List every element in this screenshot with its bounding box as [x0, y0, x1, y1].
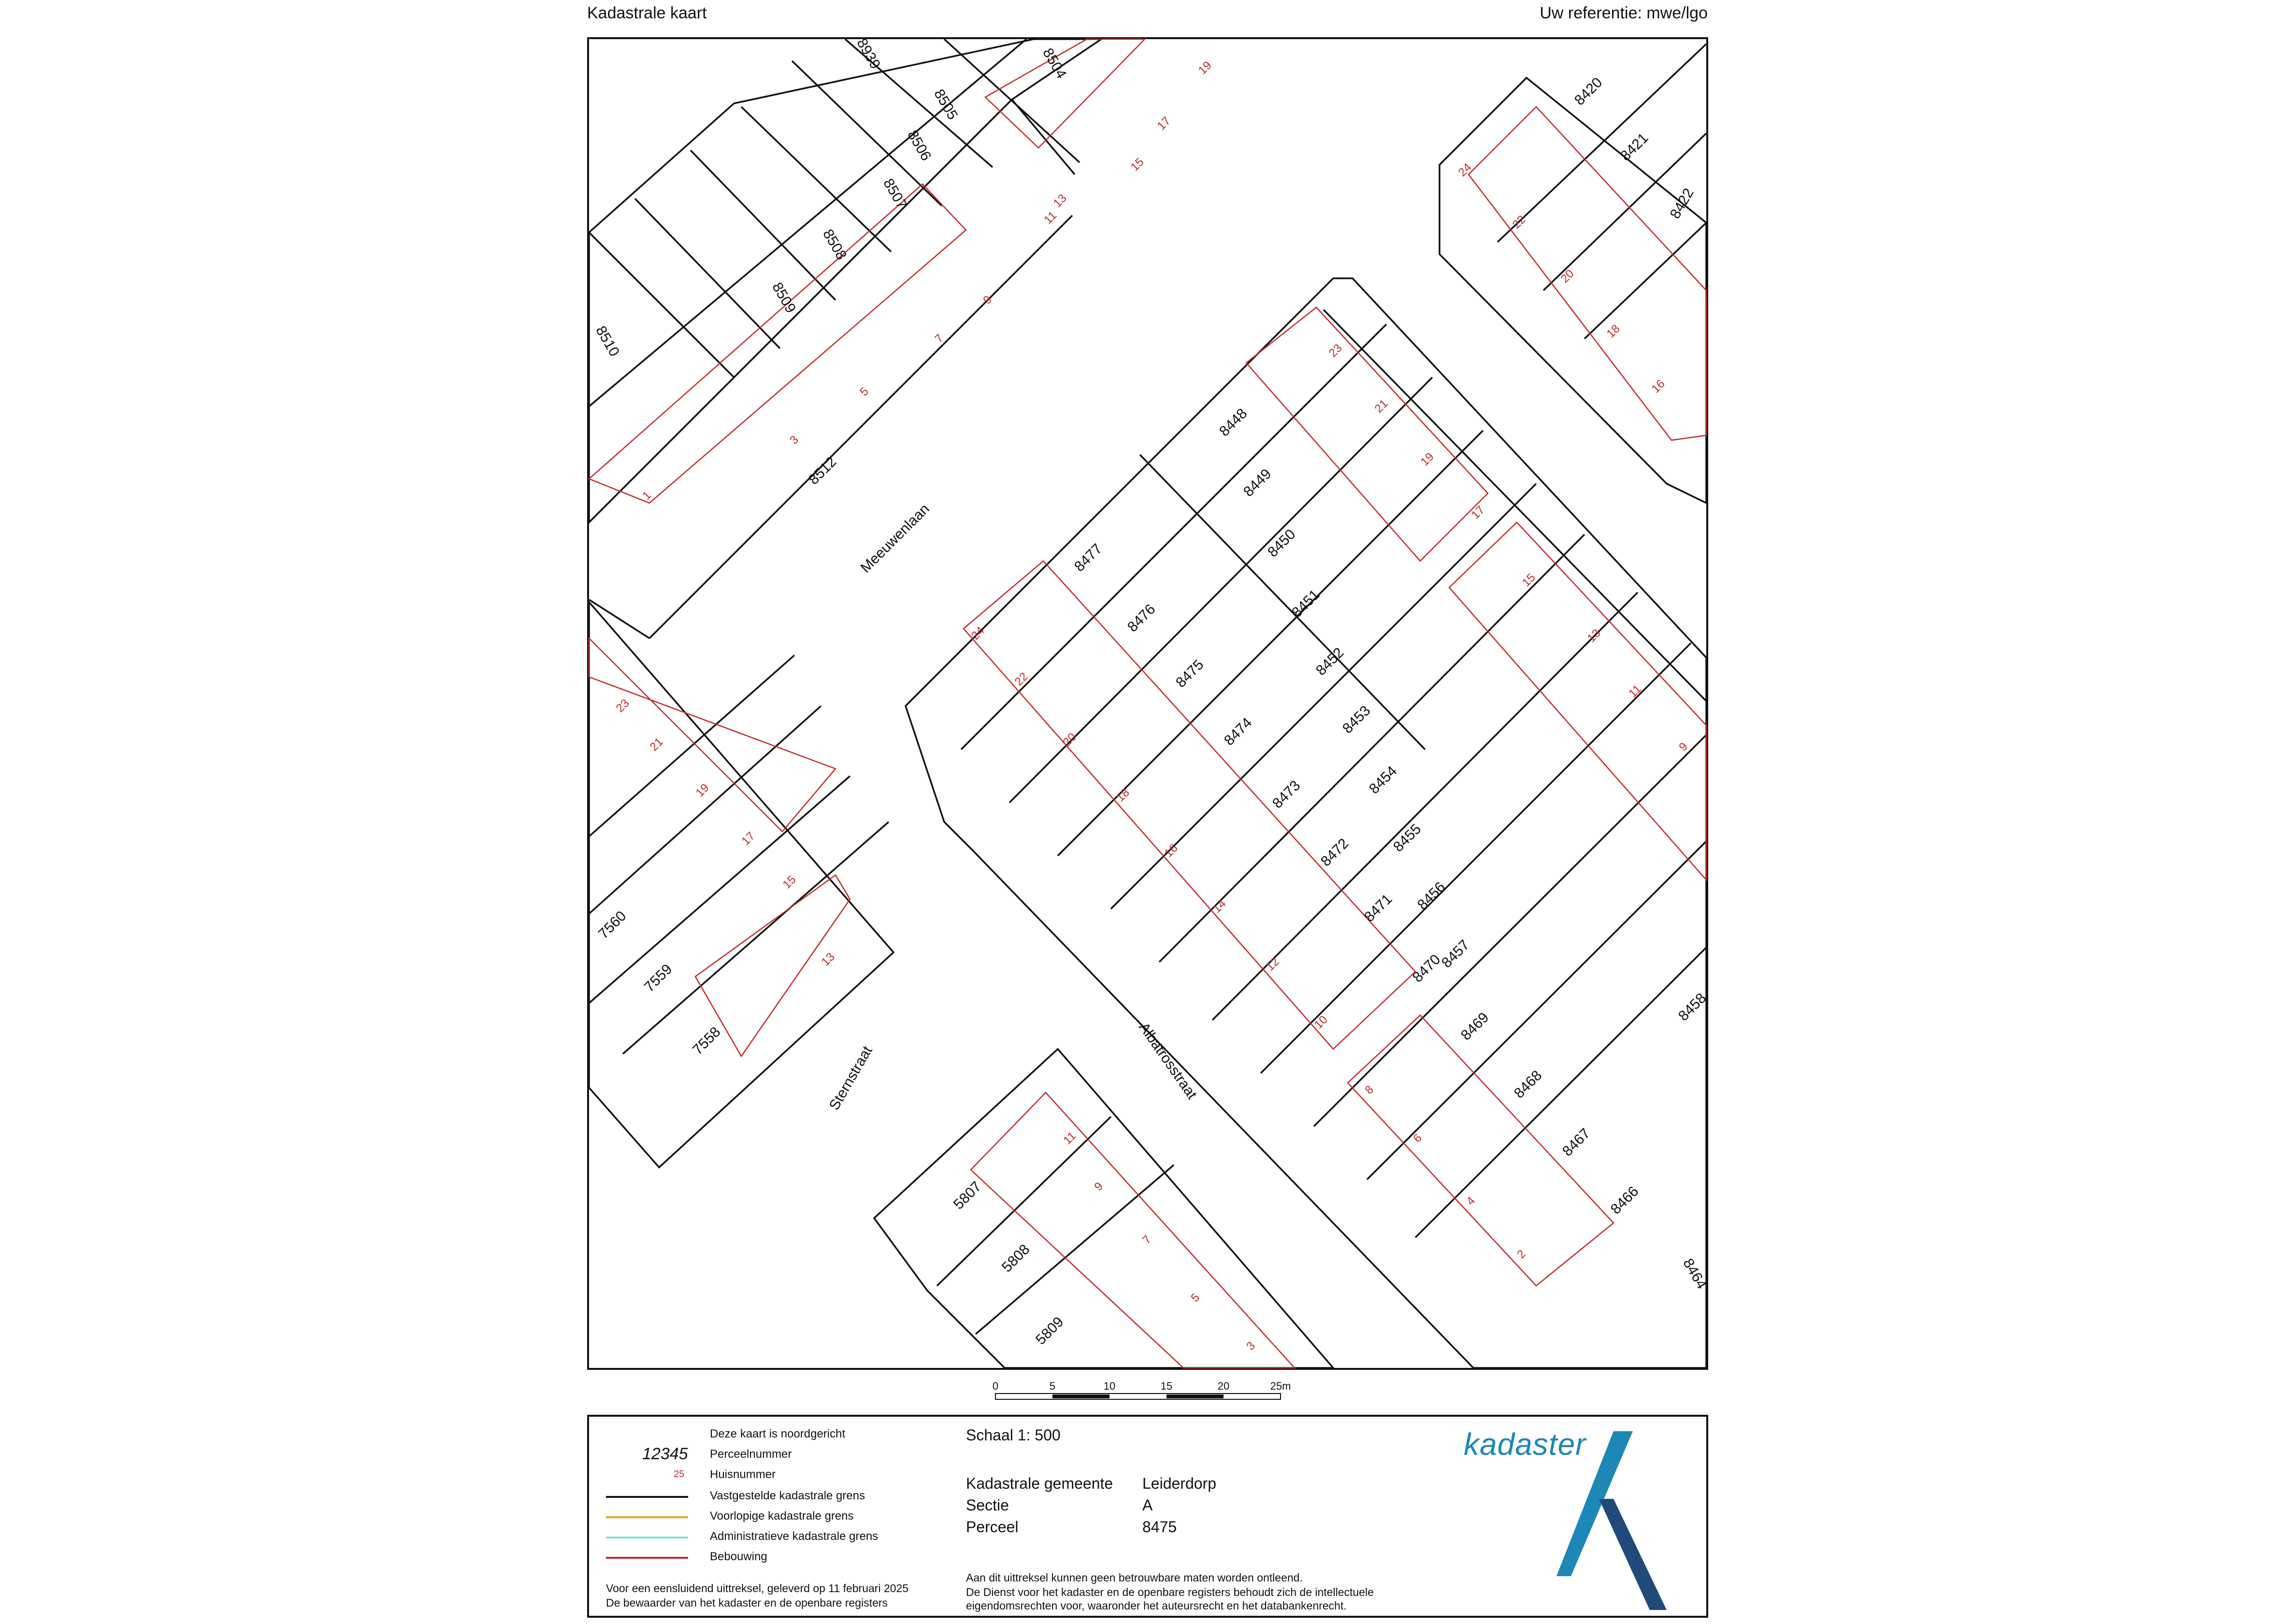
parcel-number-label: 8506	[904, 128, 935, 164]
parcel-number-label: Perceelnummer	[710, 1448, 792, 1461]
parcel-divider	[1367, 841, 1706, 1179]
parcel-block-right-top	[1440, 78, 1706, 503]
north-note: Deze kaart is noordgericht	[710, 1427, 846, 1440]
parcel-number-label: 8476	[1124, 601, 1159, 635]
house-number-label: 20	[1558, 267, 1577, 286]
house-number-label: 17	[739, 829, 758, 848]
legend-line-administrative	[606, 1537, 688, 1538]
scale-bar	[986, 1377, 1314, 1406]
house-number-label: 11	[1041, 209, 1060, 227]
road-edge-meeuwenlaan-west	[589, 600, 649, 638]
parcel-number-label: 8449	[1240, 466, 1275, 500]
parcel-number-label: 8504	[1039, 45, 1070, 82]
parcel-number-label: 8939	[853, 36, 884, 72]
house-number-label: 23	[1326, 341, 1345, 360]
scale-tick-label: 25m	[1270, 1380, 1291, 1392]
municipality-label: Kadastrale gemeente	[966, 1475, 1113, 1492]
parcel-number-label: 8510	[592, 323, 623, 359]
parcel-rear-line	[589, 39, 1026, 406]
parcel-number-label: 8451	[1289, 587, 1323, 621]
parcel-number-label: 5807	[951, 1178, 985, 1213]
parcel-boundaries	[589, 39, 1706, 1368]
footer-line-1: Voor een eensluidend uittreksel, geleverd op 11 februari 2025	[606, 1582, 909, 1595]
house-number-label: 9	[1092, 1179, 1106, 1193]
house-number-label: 19	[693, 781, 712, 800]
section-value: A	[1142, 1496, 1153, 1514]
parcel-number-label: 8467	[1559, 1125, 1594, 1160]
house-number-label: 4	[1464, 1194, 1478, 1208]
house-number-label: 6	[1411, 1131, 1425, 1145]
parcel-number-label: 8469	[1458, 1009, 1492, 1044]
parcel-divider	[1415, 948, 1706, 1237]
disclaimer-3: eigendomsrechten voor, waaronder het auteursrecht en het databankenrecht.	[966, 1599, 1347, 1612]
map-title: Kadastrale kaart	[587, 4, 707, 22]
house-number-label: 24	[968, 624, 987, 643]
legend-label-provisional: Voorlopige kadastrale grens	[710, 1509, 854, 1523]
house-number-label: 19	[1418, 450, 1437, 469]
parcel-divider	[1159, 534, 1584, 962]
building-row-albatros-north	[1246, 307, 1488, 561]
house-number-label: 2	[1514, 1247, 1528, 1261]
parcel-number-label: 8464	[1680, 1256, 1710, 1292]
house-number-label: 8	[1362, 1083, 1376, 1097]
parcel-number-label: 8473	[1269, 777, 1304, 812]
parcel-divider	[961, 324, 1386, 749]
parcel-number-label: 8505	[931, 86, 961, 123]
house-number-label: 23	[613, 696, 632, 715]
house-number-label: 9	[980, 293, 994, 307]
house-number-label: 20	[1060, 730, 1079, 749]
house-number-label: 15	[1519, 571, 1538, 589]
parcel-number-label: 8472	[1318, 835, 1352, 870]
house-number-label: 18	[1113, 786, 1132, 805]
parcel-block-center	[906, 278, 1706, 1368]
parcel-number-label: 8422	[1667, 186, 1697, 222]
parcel-number-label: 8420	[1571, 74, 1606, 109]
legend-label-fixed: Vastgestelde kadastrale grens	[710, 1489, 865, 1502]
house-number-label: 14	[1210, 897, 1229, 916]
house-number-label: 5	[857, 385, 871, 399]
parcel-number-label: 7560	[595, 908, 630, 942]
kadaster-logo-text: kadaster	[1464, 1427, 1586, 1462]
cadastral-map[interactable]	[587, 37, 1708, 1370]
house-number-label: 22	[1510, 213, 1528, 231]
parcel-divider	[1111, 484, 1536, 909]
scale-tick-label: 15	[1160, 1380, 1173, 1392]
section-label: Sectie	[966, 1496, 1009, 1514]
house-number-label: 17	[1469, 503, 1487, 522]
parcel-number-label: 8453	[1339, 703, 1374, 737]
house-number-label: 1	[640, 489, 654, 503]
house-number-label: 24	[1455, 160, 1474, 179]
parcel-number-label: 5809	[1033, 1314, 1067, 1348]
building-row-albatros-east	[1449, 522, 1706, 880]
disclaimer-2: De Dienst voor het kadaster en de openbare registers behoudt zich de intellectuele	[966, 1586, 1374, 1598]
house-number-label: 19	[1195, 58, 1214, 77]
parcel-number-label: 8452	[1313, 645, 1347, 679]
house-number-label: 7	[1140, 1233, 1154, 1247]
house-number-label: 13	[819, 950, 837, 969]
parcel-number-label: 8512	[806, 454, 840, 488]
parcel-number-label: 8468	[1511, 1067, 1545, 1102]
map-labels	[592, 36, 1710, 1353]
house-number-label: 3	[1244, 1339, 1258, 1353]
parcel-divider	[589, 655, 794, 836]
parcel-number-label: 8470	[1410, 951, 1444, 986]
scale-tick-label: 0	[992, 1380, 999, 1392]
legend-line-provisional	[606, 1516, 688, 1518]
road-edge-meeuwenlaan-north	[1012, 100, 1075, 174]
building-row-meeuwenlaan	[589, 184, 966, 503]
map-canvas	[589, 36, 1710, 1368]
parcel-number-label: 7559	[641, 961, 676, 995]
scale-tick-label: 10	[1103, 1380, 1116, 1392]
parcel-number-label: 8456	[1414, 879, 1449, 913]
legend-label-building: Bebouwing	[710, 1550, 767, 1563]
house-number-label: 18	[1604, 322, 1623, 341]
parcel-divider	[1311, 735, 1706, 1126]
house-number-label: 21	[647, 735, 666, 754]
legend-panel	[587, 1415, 1708, 1618]
parcel-number-label: 8450	[1265, 526, 1299, 560]
parcel-divider	[741, 107, 891, 252]
house-number-label: 22	[1012, 670, 1031, 689]
parcel-number-label: 8475	[1173, 657, 1207, 691]
street-label-albatrosstraat: Albatrosstraat	[1136, 1020, 1200, 1102]
building-outlines	[589, 39, 1706, 1368]
house-number-label: 15	[780, 873, 799, 891]
parcel-number-label: 8508	[820, 227, 850, 263]
kadaster-logo-icon	[1546, 1431, 1691, 1615]
parcel-number-label: 8466	[1608, 1183, 1642, 1218]
parcel-number-label: 8448	[1216, 405, 1251, 440]
house-number-label: 13	[1051, 191, 1069, 210]
parcel-number-label: 8509	[769, 280, 799, 316]
scale-tick-label: 20	[1217, 1380, 1230, 1392]
legend-label-administrative: Administratieve kadastrale grens	[710, 1530, 879, 1543]
parcel-number-label: 8507	[880, 176, 910, 212]
scale-label: Schaal 1: 500	[966, 1426, 1061, 1444]
legend-line-fixed	[606, 1496, 688, 1498]
scale-tick-label: 5	[1049, 1380, 1056, 1392]
house-number-label: 17	[1154, 114, 1173, 133]
parcel-number-label: 8474	[1221, 715, 1255, 749]
house-number-label: 5	[1188, 1291, 1202, 1305]
house-number-label: 9	[1676, 740, 1690, 754]
parcel-number-sample: 12345	[642, 1445, 688, 1463]
parcel-line-right-top	[1584, 223, 1706, 339]
parcel-label: Perceel	[966, 1518, 1019, 1536]
disclaimer-1: Aan dit uittreksel kunnen geen betrouwbare maten worden ontleend.	[966, 1571, 1303, 1584]
house-number-label: 11	[1626, 682, 1644, 701]
house-number-sample: 25	[674, 1469, 685, 1480]
parcel-number-label: 8457	[1439, 937, 1473, 971]
parcel-block-bottom	[874, 1049, 1333, 1368]
house-number-label: 10	[1311, 1013, 1330, 1032]
house-number-label: 13	[1584, 626, 1603, 645]
legend-line-building	[606, 1557, 688, 1559]
parcel-number-label: 8471	[1361, 891, 1396, 925]
parcel-divider	[976, 1165, 1174, 1334]
house-number-label: 15	[1128, 155, 1147, 174]
parcel-number-label: 8455	[1390, 821, 1425, 855]
parcel-number-label: 7558	[690, 1024, 724, 1058]
municipality-value: Leiderdorp	[1142, 1475, 1216, 1492]
parcel-spine	[1324, 310, 1706, 701]
house-number-label: 21	[1372, 397, 1391, 416]
house-number-label: 11	[1061, 1129, 1079, 1148]
house-number-label: 16	[1162, 841, 1181, 860]
parcel-number-label: 8454	[1366, 763, 1400, 797]
house-number-label: Huisnummer	[710, 1468, 776, 1481]
house-number-label: 7	[932, 331, 946, 345]
reference-label: Uw referentie: mwe/lgo	[1540, 4, 1708, 22]
street-label-sternstraat: Sternstraat	[826, 1043, 876, 1113]
parcel-number-label: 5808	[999, 1241, 1033, 1276]
footer-line-2: De bewaarder van het kadaster en de openbare registers	[606, 1596, 888, 1609]
house-number-label: 16	[1649, 377, 1668, 396]
building-row-north	[985, 39, 1145, 148]
parcel-value: 8475	[1142, 1518, 1177, 1536]
parcel-number-label: 8421	[1617, 130, 1652, 164]
parcel-number-label: 8458	[1675, 990, 1710, 1024]
house-number-label: 12	[1263, 955, 1282, 974]
building-row-albatros-west	[964, 561, 1415, 1049]
street-label-meeuwenlaan: Meeuwenlaan	[857, 501, 933, 576]
parcel-number-label: 8477	[1071, 541, 1106, 575]
parcel-spine	[1140, 455, 1425, 749]
house-number-label: 3	[787, 433, 801, 447]
